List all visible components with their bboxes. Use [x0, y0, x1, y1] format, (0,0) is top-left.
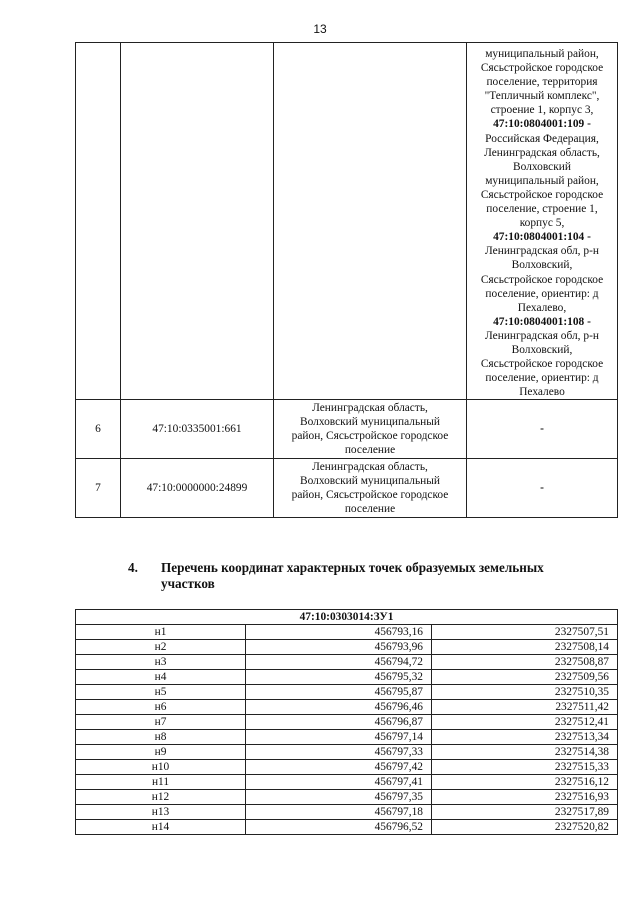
info-cell: -	[467, 400, 618, 459]
table-row	[76, 700, 618, 715]
x-coordinate: 456797,33	[246, 745, 432, 760]
address-line: район, Сясьстройское городское	[291, 430, 449, 443]
address-cell	[274, 400, 467, 459]
cadastral-reference: 47:10:0804001:104 -	[493, 231, 591, 244]
y-coordinate: 2327512,41	[432, 715, 618, 730]
point-name: н7	[76, 715, 246, 730]
point-name: н12	[76, 790, 246, 805]
x-coordinate: 456796,87	[246, 715, 432, 730]
table-row-continued	[76, 43, 618, 400]
address-line: Сясьстройское городское	[480, 188, 604, 201]
address-line: Ленинградская область,	[312, 461, 428, 474]
point-name: н13	[76, 805, 246, 820]
x-coordinate: 456797,41	[246, 775, 432, 790]
address-line: поселение, территория	[486, 76, 598, 89]
table-row	[76, 805, 618, 820]
address-line: Сясьстройское городское	[480, 358, 604, 371]
row-number: 7	[76, 459, 121, 518]
cadastral-reference: 47:10:0804001:108 -	[493, 315, 591, 328]
address-line: корпус 5,	[519, 217, 565, 230]
section-number: 4.	[128, 560, 138, 575]
x-coordinate: 456797,14	[246, 730, 432, 745]
point-name: н6	[76, 700, 246, 715]
point-name: н9	[76, 745, 246, 760]
y-coordinate: 2327508,14	[432, 640, 618, 655]
address-line: Волховский,	[511, 343, 573, 356]
address-line: поселение, ориентир: д	[485, 372, 599, 385]
y-coordinate: 2327507,51	[432, 625, 618, 640]
table-row	[76, 400, 618, 459]
table-row	[76, 640, 618, 655]
cadastral-reference: 47:10:0804001:109 -	[493, 118, 591, 131]
point-name: н2	[76, 640, 246, 655]
x-coordinate: 456793,96	[246, 640, 432, 655]
table-row	[76, 745, 618, 760]
cadastral-number: 47:10:0000000:24899	[121, 459, 274, 518]
x-coordinate: 456794,72	[246, 655, 432, 670]
point-name: н11	[76, 775, 246, 790]
y-coordinate: 2327511,42	[432, 700, 618, 715]
address-line: Российская Федерация,	[485, 132, 599, 145]
y-coordinate: 2327509,56	[432, 670, 618, 685]
address-line: поселение, ориентир: д	[485, 287, 599, 300]
point-name: н10	[76, 760, 246, 775]
table-row	[76, 655, 618, 670]
address-line: муниципальный район,	[485, 174, 599, 187]
table-row	[76, 820, 618, 835]
address-cell	[274, 459, 467, 518]
point-name: н1	[76, 625, 246, 640]
address-line: поселение	[344, 444, 396, 457]
y-coordinate: 2327516,93	[432, 790, 618, 805]
address-line: Волховский муниципальный	[300, 475, 440, 488]
address-line: Волховский,	[511, 259, 573, 272]
address-line: Ленинградская обл, р-н	[485, 329, 599, 342]
address-line: Ленинградская обл, р-н	[485, 245, 599, 258]
y-coordinate: 2327515,33	[432, 760, 618, 775]
info-cell: -	[467, 459, 618, 518]
address-line: район, Сясьстройское городское	[291, 489, 449, 502]
y-coordinate: 2327517,89	[432, 805, 618, 820]
address-line: Ленинградская область,	[312, 402, 428, 415]
table-row	[76, 715, 618, 730]
point-name: н14	[76, 820, 246, 835]
table-row	[76, 670, 618, 685]
point-name: н3	[76, 655, 246, 670]
point-name: н5	[76, 685, 246, 700]
x-coordinate: 456797,18	[246, 805, 432, 820]
y-coordinate: 2327516,12	[432, 775, 618, 790]
cadastral-cell	[121, 43, 274, 400]
table-row	[76, 685, 618, 700]
address-line: Волховский	[513, 160, 571, 173]
x-coordinate: 456795,87	[246, 685, 432, 700]
address-line: Сясьстройское городское	[480, 62, 604, 75]
address-line: Пехалево,	[517, 301, 567, 314]
y-coordinate: 2327508,87	[432, 655, 618, 670]
table-row	[76, 775, 618, 790]
land-plots-table	[75, 42, 618, 518]
section-title-line1: Перечень координат характерных точек образуемых земельных	[161, 560, 544, 575]
point-name: н4	[76, 670, 246, 685]
y-coordinate: 2327510,35	[432, 685, 618, 700]
x-coordinate: 456795,32	[246, 670, 432, 685]
address-line: Сясьстройское городское	[480, 273, 604, 286]
page-number: 13	[313, 22, 327, 36]
num-cell	[76, 43, 121, 400]
x-coordinate: 456796,52	[246, 820, 432, 835]
table-row	[76, 730, 618, 745]
x-coordinate: 456796,46	[246, 700, 432, 715]
table-row	[76, 625, 618, 640]
table-row	[76, 760, 618, 775]
row-number: 6	[76, 400, 121, 459]
parcel-header-row	[76, 610, 618, 625]
y-coordinate: 2327513,34	[432, 730, 618, 745]
info-cell-continued	[467, 43, 618, 400]
address-line: строение 1, корпус 3,	[490, 104, 594, 117]
address-line: муниципальный район,	[485, 48, 599, 60]
coordinates-table	[75, 609, 618, 835]
x-coordinate: 456797,42	[246, 760, 432, 775]
parcel-id: 47:10:0303014:ЗУ1	[76, 610, 618, 625]
address-line: поселение, строение 1,	[486, 203, 598, 216]
x-coordinate: 456797,35	[246, 790, 432, 805]
y-coordinate: 2327520,82	[432, 820, 618, 835]
address-line: Волховский муниципальный	[300, 416, 440, 429]
address-line: поселение	[344, 503, 396, 516]
address-line: "Тепличный комплекс",	[484, 90, 600, 103]
table-row	[76, 459, 618, 518]
cadastral-number: 47:10:0335001:661	[121, 400, 274, 459]
y-coordinate: 2327514,38	[432, 745, 618, 760]
section-heading	[128, 560, 618, 592]
table-row	[76, 790, 618, 805]
address-cell	[274, 43, 467, 400]
address-line: Ленинградская область,	[484, 146, 600, 159]
x-coordinate: 456793,16	[246, 625, 432, 640]
point-name: н8	[76, 730, 246, 745]
section-title-line2: участков	[161, 576, 215, 591]
address-line: Пехалево	[519, 386, 565, 399]
